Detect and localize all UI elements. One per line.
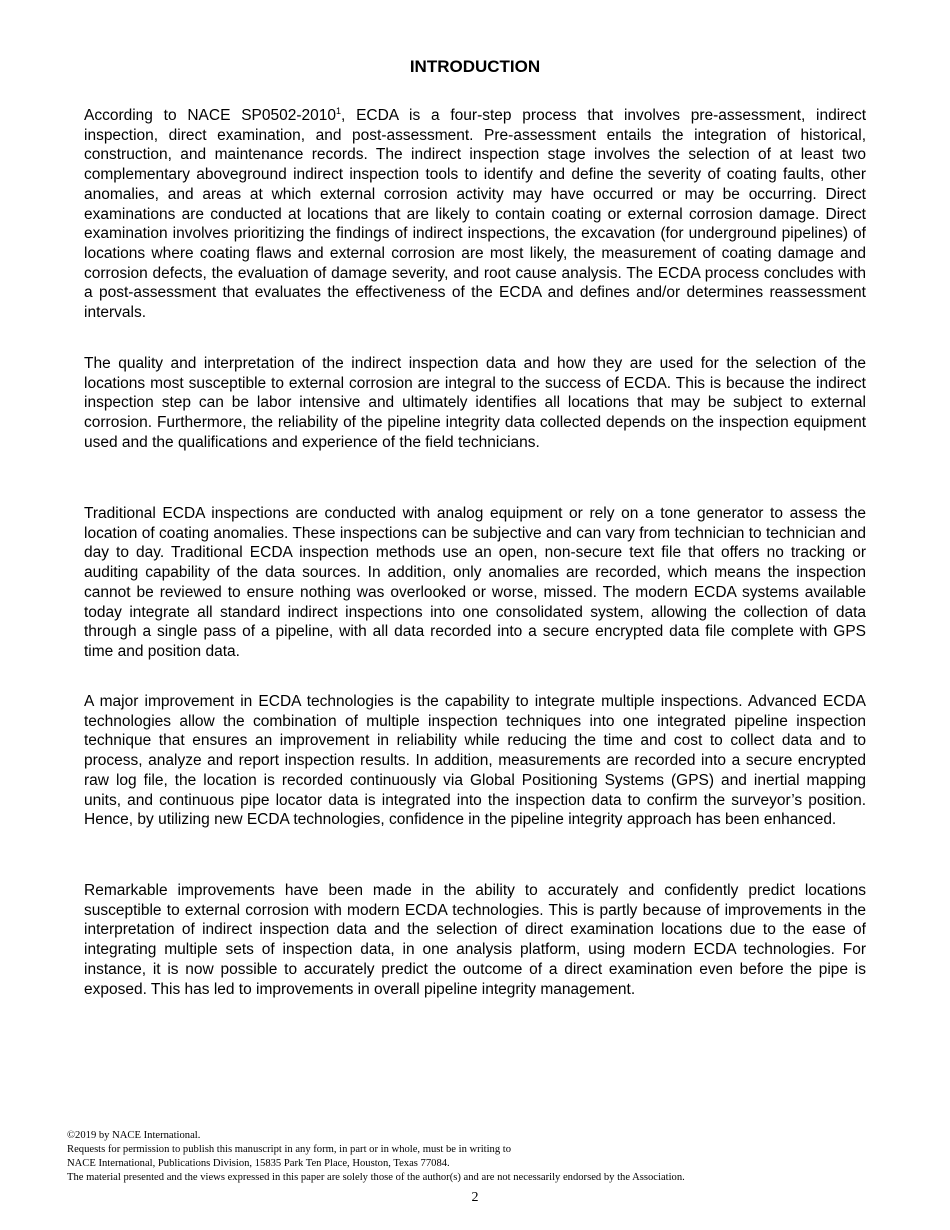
- paragraph-1: [84, 106, 866, 323]
- footer-copyright-line: ©2019 by NACE International.: [67, 1130, 201, 1141]
- footer-disclaimer-line: The material presented and the views expressed in this paper are solely those of the author(s) and are not necessarily endorsed by the Association.: [67, 1172, 685, 1183]
- reference-superscript: 1: [336, 105, 342, 116]
- section-heading: INTRODUCTION: [409, 57, 541, 76]
- paragraph-5: Remarkable improvements have been made in the ability to accurately and confidently predict locations susceptible to external corrosion with modern ECDA technologies. This is partly because of improvements in the interpretation of indirect inspection data and the selection of direct examination locations due to the ease of integrating multiple sets of inspection data, in one analysis platform, using modern ECDA technologies. For instance, it is now possible to accurately predict the outcome of a direct examination even before the pipe is exposed. This has led to improvements in overall pipeline integrity management.: [84, 882, 866, 998]
- footer-permission-line: Requests for permission to publish this manuscript in any form, in part or in whole, must be in writing to: [67, 1144, 512, 1155]
- paragraph-1-text-start: According to NACE SP0502-2010: [84, 107, 336, 124]
- copyright-footer: [67, 1129, 887, 1185]
- paragraph-2: The quality and interpretation of the indirect inspection data and how they are used for the selection of the locations most susceptible to external corrosion are integral to the success of ECDA. This is because the indirect inspection step can be labor intensive and ultimately identifies all locations that may be subject to external corrosion. Furthermore, the reliability of the pipeline integrity data collected depends on the inspection equipment used and the qualifications and experience of the field technicians.: [84, 355, 866, 451]
- paragraph-1-text-rest: , ECDA is a four-step process that involves pre-assessment, indirect inspection, direct examination, and post-assessment. Pre-assessment entails the integration of historical, construction, and maintenance records. The indirect inspection stage involves the selection of at least two complementary aboveground indirect inspection tools to identify and define the severity of coating faults, other anomalies, and areas at which external corrosion activity may have occurred or may be occurring. Direct examinations are conducted at locations that are likely to contain coating or external corrosion damage. Direct examination involves prioritizing the findings of indirect inspections, the excavation (for underground pipelines) of locations where coating flaws and external corrosion are most likely, the measurement of coating damage and corrosion defects, the evaluation of damage severity, and root cause analysis. The ECDA process concludes with a post-assessment that evaluates the effectiveness of the ECDA and defines and/or determines reassessment intervals.: [84, 107, 866, 322]
- paragraph-4: A major improvement in ECDA technologies is the capability to integrate multiple inspections. Advanced ECDA technologies allow the combination of multiple inspection techniques into one integrated pipeline inspection technique that ensures an improvement in reliability while reducing the time and cost to collect data and to process, analyze and report inspection results. In addition, measurements are recorded into a secure encrypted raw log file, the location is recorded continuously via Global Positioning Systems (GPS) and inertial mapping units, and continuous pipe locator data is integrated into the inspection data to confirm the surveyor’s position. Hence, by utilizing new ECDA technologies, confidence in the pipeline integrity approach has been enhanced.: [84, 693, 866, 829]
- paragraph-3: Traditional ECDA inspections are conducted with analog equipment or rely on a tone generator to assess the location of coating anomalies. These inspections can be subjective and can vary from technician to technician and day to day. Traditional ECDA inspection methods use an open, non-secure text file that offers no tracking or auditing capability of the data sources. In addition, only anomalies are recorded, which means the inspection cannot be reviewed to ensure nothing was overlooked or worse, missed. The modern ECDA systems available today integrate all standard indirect inspections into one consolidated system, allowing the collection of data through a single pass of a pipeline, with all data recorded into a secure encrypted data file complete with GPS time and position data.: [84, 505, 866, 660]
- page-number: 2: [471, 1190, 479, 1205]
- footer-address-line: NACE International, Publications Division, 15835 Park Ten Place, Houston, Texas 77084.: [67, 1158, 450, 1169]
